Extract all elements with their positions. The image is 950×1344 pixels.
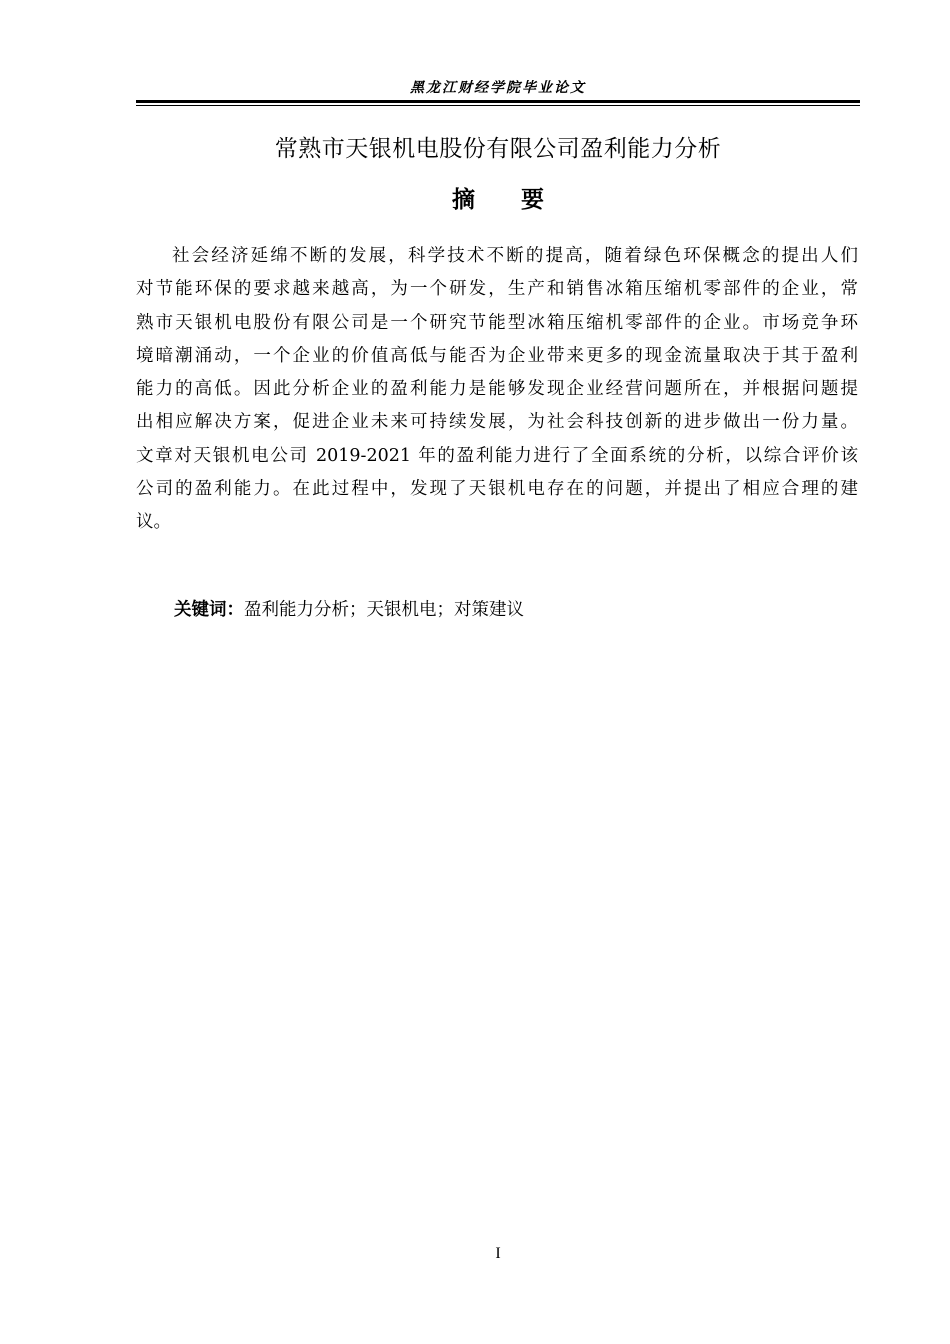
abstract-heading: 摘要 [452, 187, 590, 213]
abstract-line: 对节能环保的要求越来越高，为一个研发，生产和销售冰箱压缩机零部件的企业，常 [136, 279, 858, 300]
keywords [174, 596, 524, 624]
keywords-label: 关键词： [174, 600, 244, 620]
abstract-body [136, 240, 858, 540]
abstract-line: 公司的盈利能力。在此过程中，发现了天银机电存在的问题，并提出了相应合理的建 [136, 479, 858, 500]
abstract-line: 文章对天银机电公司 2019-2021 年的盈利能力进行了全面系统的分析，以综合评价该 [136, 445, 858, 466]
page-number: I [495, 1245, 501, 1262]
abstract-line: 社会经济延绵不断的发展，科学技术不断的提高，随着绿色环保概念的提出人们 [172, 246, 858, 266]
abstract-line: 议。 [136, 512, 171, 533]
header-rule-thin [136, 105, 860, 106]
keywords-value: 盈利能力分析；天银机电；对策建议 [244, 600, 524, 620]
header-rule-thick [136, 100, 860, 103]
abstract-line: 境暗潮涌动，一个企业的价值高低与能否为企业带来更多的现金流量取决于其于盈利 [136, 345, 858, 366]
document-title: 常熟市天银机电股份有限公司盈利能力分析 [274, 136, 722, 162]
abstract-line: 熟市天银机电股份有限公司是一个研究节能型冰箱压缩机零部件的企业。市场竞争环 [136, 312, 858, 333]
abstract-line: 出相应解决方案，促进企业未来可持续发展，为社会科技创新的进步做出一份力量。 [136, 412, 858, 433]
running-header: 黑龙江财经学院毕业论文 [410, 80, 586, 96]
abstract-line: 能力的高低。因此分析企业的盈利能力是能够发现企业经营问题所在，并根据问题提 [136, 379, 858, 400]
